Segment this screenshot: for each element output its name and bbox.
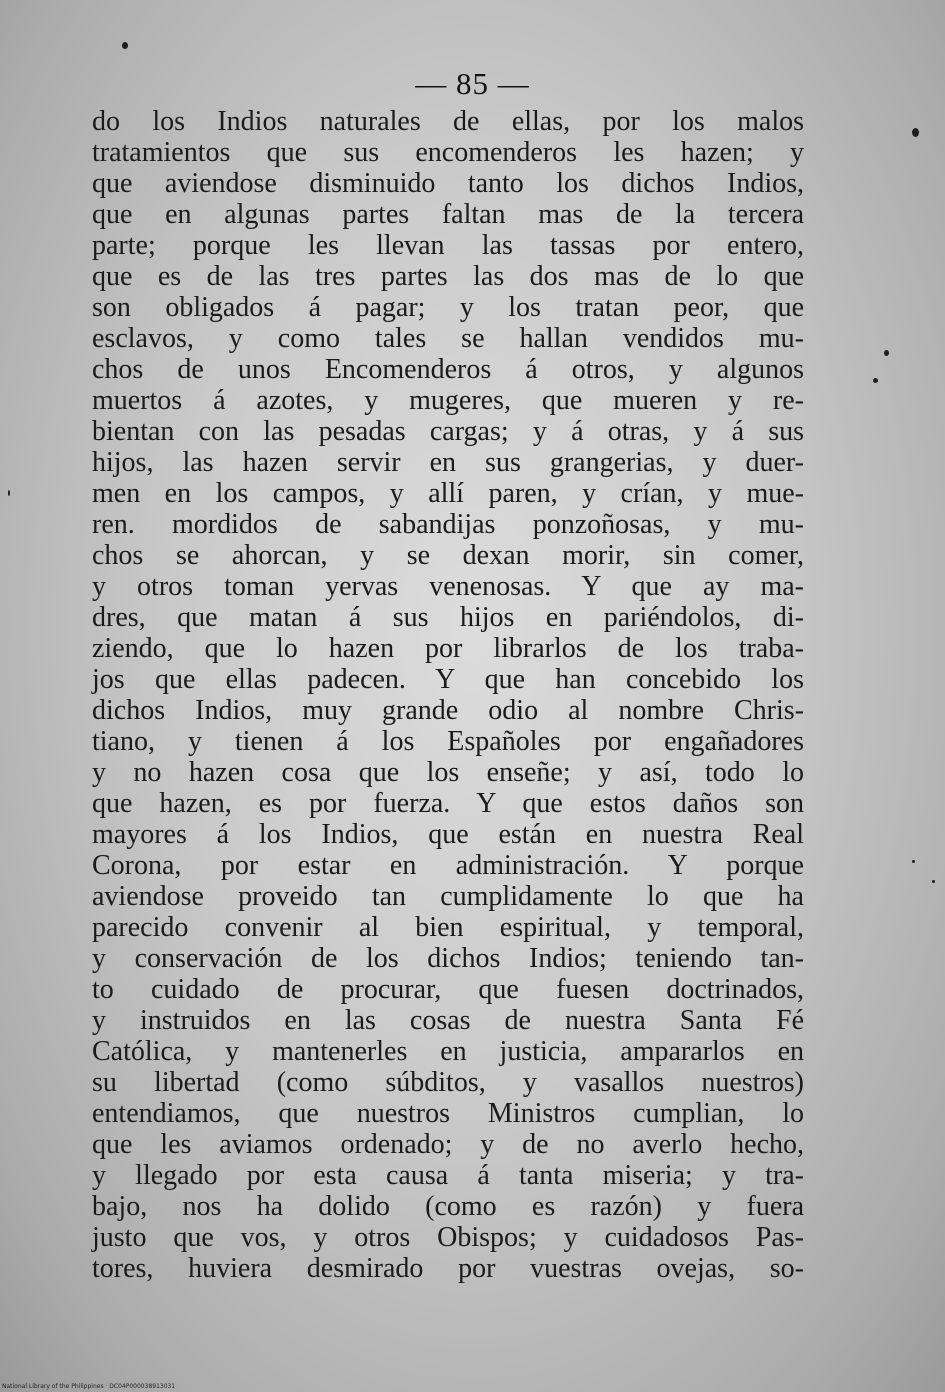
text-line: aviendose proveido tan cumplidamente lo que ha: [92, 881, 804, 912]
text-line: Católica, y mantenerles en justicia, ampararlos en: [92, 1036, 804, 1067]
text-line: y llegado por esta causa á tanta miseria; y tra-: [92, 1160, 804, 1191]
text-line: que aviendose disminuido tanto los dichos Indios,: [92, 168, 804, 199]
scan-speck: [884, 350, 889, 356]
scan-speck: [912, 128, 919, 137]
text-line: que les aviamos ordenado; y de no averlo hecho,: [92, 1129, 804, 1160]
text-line: jos que ellas padecen. Y que han concebido los: [92, 664, 804, 695]
page-number: — 85 —: [415, 66, 530, 101]
text-line: men en los campos, y allí paren, y crían, y mue-: [92, 478, 804, 509]
text-line: que es de las tres partes las dos mas de lo que: [92, 261, 804, 292]
text-line: do los Indios naturales de ellas, por los malos: [92, 106, 804, 137]
text-line: dichos Indios, muy grande odio al nombre Chris-: [92, 695, 804, 726]
text-line: y no hazen cosa que los enseñe; y así, todo lo: [92, 757, 804, 788]
text-line: muertos á azotes, y mugeres, que mueren y re-: [92, 385, 804, 416]
text-line: y instruidos en las cosas de nuestra Santa Fé: [92, 1005, 804, 1036]
scan-speck: [932, 880, 935, 883]
text-line: ziendo, que lo hazen por librarlos de los traba-: [92, 633, 804, 664]
text-line: to cuidado de procurar, que fuesen doctrinados,: [92, 974, 804, 1005]
text-line: bajo, nos ha dolido (como es razón) y fuera: [92, 1191, 804, 1222]
text-line: chos de unos Encomenderos á otros, y algunos: [92, 354, 804, 385]
scan-speck: [912, 860, 915, 863]
text-line: que hazen, es por fuerza. Y que estos daños son: [92, 788, 804, 819]
text-line: parecido convenir al bien espiritual, y temporal,: [92, 912, 804, 943]
text-line: justo que vos, y otros Obispos; y cuidadosos Pas-: [92, 1222, 804, 1253]
text-line: mayores á los Indios, que están en nuestra Real: [92, 819, 804, 850]
text-line: y conservación de los dichos Indios; teniendo tan-: [92, 943, 804, 974]
text-line: dres, que matan á sus hijos en pariéndolos, di-: [92, 602, 804, 633]
text-line: tores, huviera desmirado por vuestras ovejas, so-: [92, 1253, 804, 1284]
text-line: tiano, y tienen á los Españoles por engañadores: [92, 726, 804, 757]
scan-speck: [122, 42, 128, 49]
text-line: su libertad (como súbditos, y vasallos nuestros): [92, 1067, 804, 1098]
library-credit: National Library of the Philippines · DC04P000038913031: [2, 1383, 176, 1390]
scan-speck: [873, 378, 878, 383]
text-line: son obligados á pagar; y los tratan peor, que: [92, 292, 804, 323]
text-line: bientan con las pesadas cargas; y á otras, y á sus: [92, 416, 804, 447]
text-line: parte; porque les llevan las tassas por entero,: [92, 230, 804, 261]
scan-speck: [8, 490, 10, 496]
text-line: y otros toman yervas venenosas. Y que ay ma-: [92, 571, 804, 602]
text-line: que en algunas partes faltan mas de la tercera: [92, 199, 804, 230]
text-line: Corona, por estar en administración. Y porque: [92, 850, 804, 881]
text-line: hijos, las hazen servir en sus grangerias, y duer-: [92, 447, 804, 478]
text-line: ren. mordidos de sabandijas ponzoñosas, y mu-: [92, 509, 804, 540]
text-line: esclavos, y como tales se hallan vendidos mu-: [92, 323, 804, 354]
text-line: entendiamos, que nuestros Ministros cumplian, lo: [92, 1098, 804, 1129]
text-line: tratamientos que sus encomenderos les hazen; y: [92, 137, 804, 168]
body-text: [92, 106, 804, 1284]
text-line: chos se ahorcan, y se dexan morir, sin comer,: [92, 540, 804, 571]
